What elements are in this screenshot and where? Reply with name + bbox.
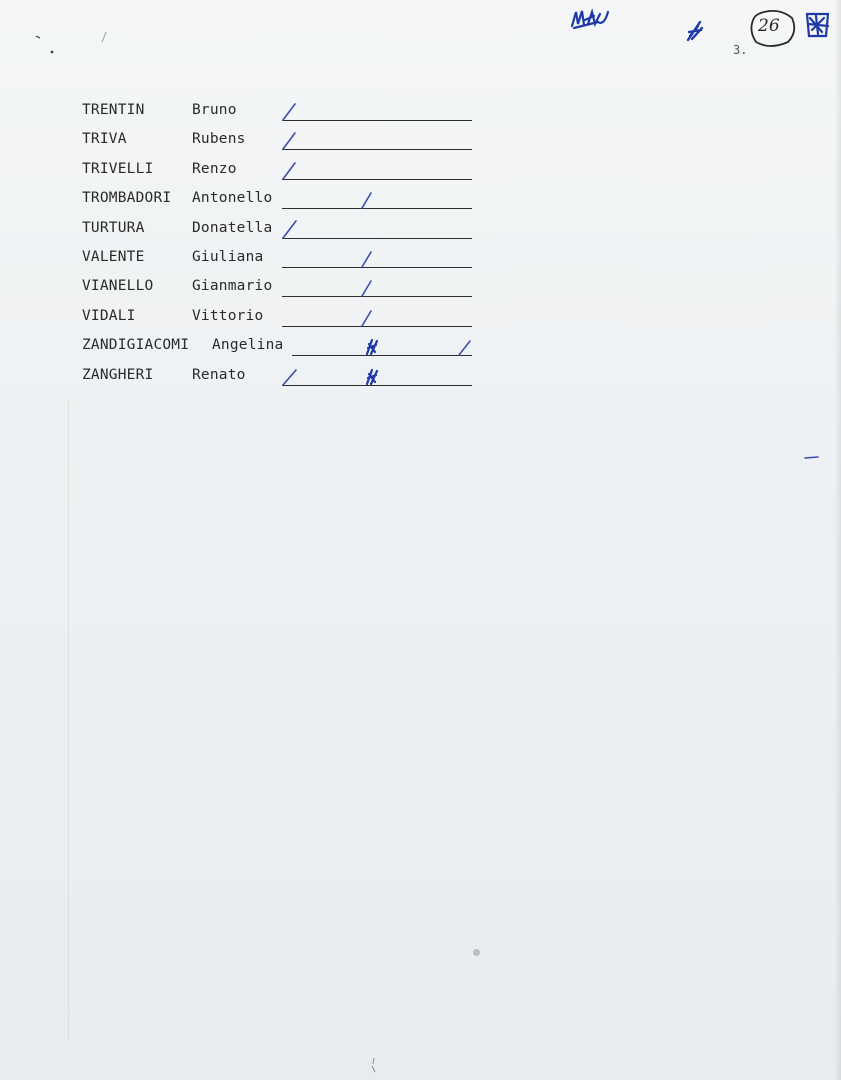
roster-row: [82, 247, 474, 276]
firstname: Rubens: [192, 131, 246, 148]
ink-scribble-mark: [362, 336, 384, 358]
roster-row: [82, 100, 474, 129]
ink-tick-mark: [684, 18, 706, 48]
check-slash-mark: [280, 130, 302, 152]
surname: VIANELLO: [82, 278, 154, 295]
deputies-roster: [82, 100, 474, 394]
initials-scribble: [568, 6, 614, 38]
roster-row: [82, 159, 474, 188]
page-number-circle: [744, 8, 796, 48]
punch-hole-dot: [473, 949, 480, 956]
signature-line: [282, 148, 472, 150]
surname: TRIVA: [82, 131, 127, 148]
page-number: 26: [758, 16, 780, 36]
check-slash-mark: [280, 366, 302, 388]
sheet-number: 3.: [733, 43, 748, 57]
surname: ZANDIGIACOMI: [82, 337, 190, 354]
firstname: Vittorio: [192, 307, 264, 324]
ink-scribble-mark: [362, 366, 384, 388]
firstname: Angelina: [212, 337, 284, 354]
surname: TURTURA: [82, 219, 145, 236]
check-slash-mark: [456, 336, 478, 358]
signature-line: [282, 119, 472, 121]
roster-row: [82, 306, 474, 335]
roster-row: [82, 335, 474, 364]
check-slash-mark: [358, 248, 380, 270]
surname: TRIVELLI: [82, 160, 154, 177]
roster-row: [82, 129, 474, 158]
check-slash-mark: [280, 101, 302, 123]
roster-row: [82, 218, 474, 247]
check-slash-mark: [358, 277, 380, 299]
signature-line: [282, 237, 472, 239]
signature-line: [282, 178, 472, 180]
firstname: Renzo: [192, 160, 237, 177]
box-mark: [804, 10, 832, 44]
firstname: Giuliana: [192, 248, 264, 265]
bottom-pencil-mark: [368, 1056, 380, 1078]
firstname: Bruno: [192, 102, 237, 118]
firstname: Renato: [192, 366, 246, 383]
surname: ZANGHERI: [82, 366, 154, 383]
right-margin-dash: [804, 446, 820, 465]
surname: VIDALI: [82, 307, 136, 324]
roster-row: [82, 276, 474, 305]
firstname: Antonello: [192, 190, 273, 207]
surname: TRENTIN: [82, 102, 145, 118]
roster-row: [82, 365, 474, 394]
corner-marks: [30, 28, 120, 58]
roster-row: [82, 188, 474, 217]
surname: VALENTE: [82, 248, 145, 265]
check-slash-mark: [358, 189, 380, 211]
check-slash-mark: [280, 160, 302, 182]
firstname: Gianmario: [192, 278, 273, 295]
check-slash-mark: [358, 307, 380, 329]
check-slash-mark: [280, 219, 302, 241]
surname: TROMBADORI: [82, 190, 172, 207]
firstname: Donatella: [192, 219, 273, 236]
margin-stain: [68, 400, 69, 1040]
